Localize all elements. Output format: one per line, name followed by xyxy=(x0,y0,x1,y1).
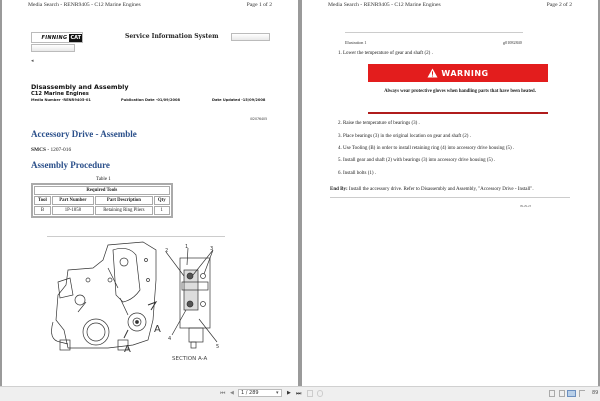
back-arrow-icon[interactable]: ◂ xyxy=(31,59,34,64)
doc-title: Disassembly and Assembly xyxy=(31,83,129,91)
svg-text:1: 1 xyxy=(185,244,189,250)
cell-tool: B xyxy=(34,206,51,215)
step-1: 1. Lower the temperature of gear and shaft (2) . xyxy=(338,51,433,56)
form-field[interactable] xyxy=(31,44,75,52)
prev-page-button[interactable]: ◀ xyxy=(230,390,234,396)
divider xyxy=(47,236,225,237)
divider xyxy=(330,197,570,198)
table-row xyxy=(34,206,170,215)
two-page-view-icon[interactable] xyxy=(567,390,576,397)
refresh-icon[interactable] xyxy=(317,390,323,397)
page-number: Page 1 of 2 xyxy=(246,2,272,8)
rotate-icon[interactable] xyxy=(307,390,313,397)
cell-qty: 1 xyxy=(154,206,170,215)
illustration-id: g01082840 xyxy=(503,40,522,45)
zoom-level[interactable]: 89 xyxy=(592,390,599,396)
page-heading: Accessory Drive - Assemble xyxy=(31,129,137,139)
single-page-view-icon[interactable] xyxy=(549,390,555,397)
divider xyxy=(345,32,523,33)
illustration-label: Illustration 1 xyxy=(345,40,367,45)
col-part-number: Part Number xyxy=(52,196,94,205)
date-updated: Date Updated -15/09/2008 xyxy=(212,98,266,102)
step-2: 2. Raise the temperature of bearings (3) . xyxy=(338,121,420,126)
svg-text:2: 2 xyxy=(165,248,169,254)
page-dropdown-icon[interactable]: ▾ xyxy=(276,390,279,396)
smcs-value: - 1207-016 xyxy=(45,147,72,153)
cell-part-description: Retaining Ring Pliers xyxy=(95,206,153,215)
system-title: Service Information System xyxy=(125,33,219,40)
warning-bottom-rule xyxy=(368,112,548,114)
col-tool: Tool xyxy=(34,196,51,205)
svg-text:5: 5 xyxy=(216,344,220,350)
end-by xyxy=(330,187,534,192)
media-number: Media Number -RENR9405-01 xyxy=(31,98,91,102)
finning-logo-text: FINNING xyxy=(41,34,68,41)
footer-date: 09-29-23 xyxy=(520,204,531,208)
pdf-page-2 xyxy=(302,0,598,386)
doc-subtitle: C12 Marine Engines xyxy=(31,91,89,97)
cell-part-number: 1P-1858 xyxy=(52,206,94,215)
svg-text:A: A xyxy=(154,324,161,335)
form-field-right[interactable] xyxy=(231,33,270,41)
step-3: 3. Place bearings (3) in the original location on gear and shaft (2) . xyxy=(338,134,471,139)
warning-triangle-icon xyxy=(427,68,438,78)
warning-title: WARNING xyxy=(441,68,489,78)
end-by-text: Install the accessory drive. Refer to Disassembly and Assembly, "Accessory Drive - Install". xyxy=(347,187,534,192)
publication-date: Publication Date -01/09/2008 xyxy=(121,98,180,102)
finning-cat-logo xyxy=(31,32,83,43)
smcs-label: SMCS xyxy=(31,147,46,153)
end-by-label: End By: xyxy=(330,187,348,192)
col-qty: Qty xyxy=(154,196,170,205)
col-part-description: Part Description xyxy=(95,196,153,205)
page-number-value: 1 / 289 xyxy=(241,390,259,396)
pdf-viewer-toolbar xyxy=(0,386,600,401)
page-header-title: Media Search - RENR9405 - C12 Marine Engines xyxy=(28,2,141,8)
cat-badge: CAT xyxy=(70,34,81,41)
required-tools-table xyxy=(31,183,173,218)
svg-text:A: A xyxy=(124,344,131,355)
smcs-code xyxy=(31,147,71,153)
warning-banner xyxy=(368,64,548,82)
page-header-title: Media Search - RENR9405 - C12 Marine Engines xyxy=(328,2,441,8)
step-6: 6. Install bolts (1) . xyxy=(338,171,377,176)
svg-text:4: 4 xyxy=(168,336,172,342)
step-5: 5. Install gear and shaft (2) with bearings (3) into accessory drive housing (5) . xyxy=(338,158,496,163)
image-id: i02076405 xyxy=(250,117,268,121)
last-page-button[interactable]: ⏭ xyxy=(296,390,302,397)
table-caption: Table 1 xyxy=(96,177,111,182)
svg-text:3: 3 xyxy=(210,246,214,252)
svg-text:SECTION A-A: SECTION A-A xyxy=(172,356,208,360)
continuous-two-page-icon[interactable] xyxy=(579,390,585,397)
section-heading: Assembly Procedure xyxy=(31,160,110,170)
warning-message: Always wear protective gloves when handling parts that have been heated. xyxy=(384,89,536,94)
first-page-button[interactable]: ⏮ xyxy=(220,390,226,397)
next-page-button[interactable]: ▶ xyxy=(287,390,291,396)
page-number: Page 2 of 2 xyxy=(546,2,572,8)
accessory-drive-illustration xyxy=(48,240,224,360)
pdf-page-1 xyxy=(2,0,298,386)
table-title: Required Tools xyxy=(34,186,170,195)
continuous-view-icon[interactable] xyxy=(559,390,565,397)
step-4: 4. Use Tooling (B) in order to install retaining ring (4) into accessory drive housing (5) . xyxy=(338,146,515,151)
table-header-row xyxy=(34,196,170,205)
